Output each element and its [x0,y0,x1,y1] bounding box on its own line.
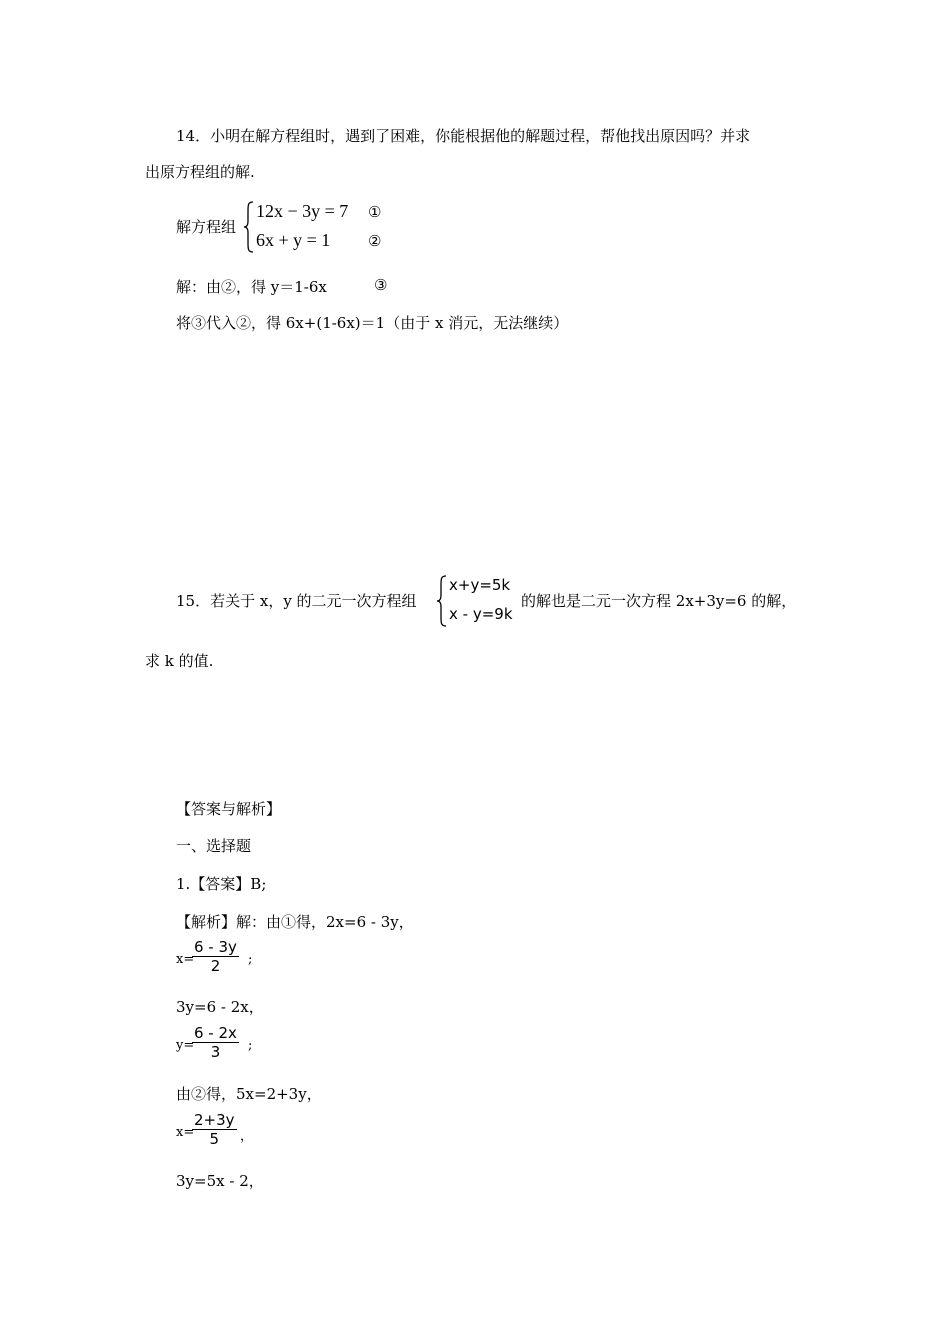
fraction-y [192,1024,239,1061]
q14-step2: 将③代入②，得 6x+(1-6x)＝1（由于 x 消元，无法继续） [176,314,569,332]
q14-step1-mark: ③ [374,276,388,294]
q14-eq1: 12x − 3y = 7 [256,201,349,221]
q14-system-label: 解方程组 [176,218,237,236]
answers-heading: 【答案与解析】 [176,800,282,818]
fraction-numerator: 6 - 2x [194,1024,237,1042]
fraction-numerator: 6 - 3y [194,938,237,956]
q15-eq2: x - y=9k [449,605,513,623]
fraction-x-1 [192,938,239,975]
fraction-denominator: 2 [210,957,221,975]
q14-line1: 14．小明在解方程组时，遇到了困难，你能根据他的解题过程，帮他找出原因吗？并求 [176,127,751,145]
f1-tail: ; [248,952,253,967]
q14-eq2: 6x + y = 1 [256,230,331,250]
fraction-numerator: 2+3y [194,1111,235,1129]
q14-step1: 解：由②，得 y＝1-6x [176,278,327,296]
f2-lhs: y= [176,1038,195,1053]
answer-1: 1.【答案】B; [176,875,267,893]
f3-tail: ， [240,1129,254,1144]
fraction-denominator: 5 [209,1130,220,1148]
fraction-x-2 [192,1111,237,1148]
f3-lhs: x= [176,1125,195,1140]
q15-prefix: 15．若关于 x，y 的二元一次方程组 [176,592,417,610]
line-from-2: 由②得，5x=2+3y， [176,1085,322,1103]
answers-section: 一、选择题 [176,837,252,855]
line-last: 3y=5x - 2， [176,1172,264,1190]
q14-eq2-mark: ② [368,232,382,250]
q15-suffix: 的解也是二元一次方程 2x+3y=6 的解， [521,592,797,610]
left-brace-icon [243,201,255,253]
f2-tail: ; [248,1038,253,1053]
f1-lhs: x= [176,952,195,967]
q15-eq1: x+y=5k [449,576,511,594]
left-brace-icon [436,575,448,627]
analysis-line: 【解析】解：由①得，2x=6 - 3y， [176,913,414,931]
q14-line2: 出原方程组的解. [145,163,255,181]
q14-eq1-mark: ① [368,203,382,221]
line-3y: 3y=6 - 2x， [176,998,264,1016]
q15-line2: 求 k 的值. [145,652,214,670]
fraction-denominator: 3 [210,1043,221,1061]
